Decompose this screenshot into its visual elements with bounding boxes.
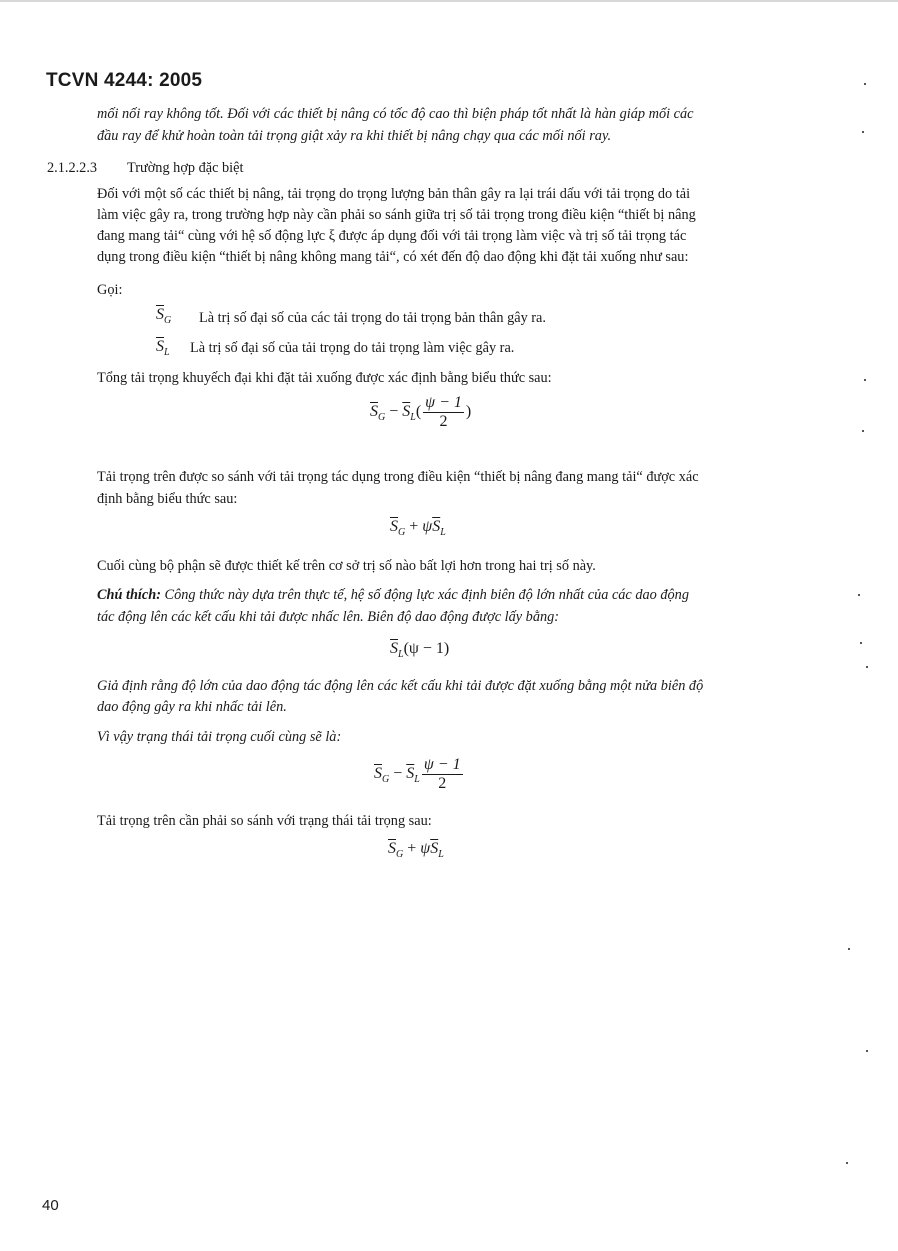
intro-line-3: đang mang tải“ cùng với hệ số động lực ξ được áp dụng đối với tải trọng làm việc và trị số tải trọng tác — [97, 228, 687, 244]
compare-line-1: Tải trọng trên được so sánh với tải trọng tác dụng trong điều kiện “thiết bị nâng đang mang tải“ được xác — [97, 469, 699, 485]
page-number: 40 — [42, 1197, 59, 1214]
intro-line-2: làm việc gây ra, trong trường hợp này cần phải so sánh giữa trị số tải trọng trong điều kiện “thiết bị nâng — [97, 207, 696, 223]
goi-label: Gọi: — [97, 282, 123, 298]
formula-loaded-2: $\overline{S}_G + \psi\overline{S}_L$ — [388, 840, 444, 860]
formula-total-load: $\overline{S}_G - \overline{S}_L$( $\frac{\psi - 1}{2}$ ) — [370, 394, 472, 430]
formula-loaded: $\overline{S}_G + \psi\overline{S}_L$ — [390, 518, 446, 538]
continuation-line-2: đầu ray để khử hoàn toàn tải trọng giật xảy ra khi thiết bị nâng chạy qua các mối nối ray. — [97, 128, 612, 144]
def-symbol-sg: $\overline{S}_G$ — [156, 306, 172, 326]
scan-speck — [858, 594, 860, 596]
continuation-line-1: mối nối ray không tốt. Đối với các thiết bị nâng có tốc độ cao thì biện pháp tốt nhất là hàn giáp mối các — [97, 106, 694, 122]
compare2-text: Tải trọng trên cần phải so sánh với trạng thái tải trọng sau: — [97, 813, 432, 829]
scan-speck — [866, 666, 868, 668]
final-text: Cuối cùng bộ phận sẽ được thiết kế trên cơ sở trị số nào bất lợi hơn trong hai trị số này. — [97, 558, 596, 574]
scan-speck — [848, 948, 850, 950]
assume-line-1: Giả định rằng độ lớn của dao động tác động lên các kết cấu khi tải được đặt xuống bằng một nửa biên độ — [97, 678, 704, 694]
top-rule — [0, 0, 898, 2]
total-text: Tổng tải trọng khuyếch đại khi đặt tải xuống được xác định bằng biểu thức sau: — [97, 370, 552, 386]
section-number: 2.1.2.2.3 — [47, 160, 98, 176]
intro-line-4: dụng trong điều kiện “thiết bị nâng không mang tải“, có xét đến độ dao động khi đặt tải xuống như sau: — [97, 249, 689, 265]
assume-line-2: dao động gây ra khi nhấc tải lên. — [97, 699, 287, 715]
def-symbol-sl: $\overline{S}_L$ — [156, 338, 170, 358]
def-text-sl: Là trị số đại số của tải trọng do tải trọng làm việc gây ra. — [190, 340, 515, 356]
scan-speck — [864, 379, 866, 381]
document-header: TCVN 4244: 2005 — [46, 70, 203, 91]
compare-line-2: định bằng biểu thức sau: — [97, 491, 238, 507]
note-line-1: Chú thích: Công thức này dựa trên thực tế, hệ số động lực xác định biên độ lớn nhất của các dao động — [97, 587, 689, 603]
note-label: Chú thích: — [97, 587, 161, 603]
scan-speck — [846, 1162, 848, 1164]
def-text-sg: Là trị số đại số của các tải trọng do tải trọng bản thân gây ra. — [199, 310, 546, 326]
note-line-2: tác động lên các kết cấu khi tải được nhấc lên. Biên độ dao động được lấy bằng: — [97, 609, 560, 625]
intro-line-1: Đối với một số các thiết bị nâng, tải trọng do trọng lượng bản thân gây ra lại trái dấu với tải trọng do tải — [97, 186, 691, 202]
formula-amplitude: $\overline{S}_L(\psi - 1)$ — [390, 640, 450, 660]
scan-speck — [862, 131, 864, 133]
scan-speck — [862, 430, 864, 432]
scan-speck — [860, 642, 862, 644]
scan-speck — [866, 1050, 868, 1052]
section-title: Trường hợp đặc biệt — [127, 160, 244, 176]
scan-speck — [864, 83, 866, 85]
therefore-text: Vì vậy trạng thái tải trọng cuối cùng sẽ là: — [97, 729, 342, 745]
formula-final-state: $\overline{S}_G - \overline{S}_L$ $\frac{\psi - 1}{2}$ — [374, 756, 461, 792]
